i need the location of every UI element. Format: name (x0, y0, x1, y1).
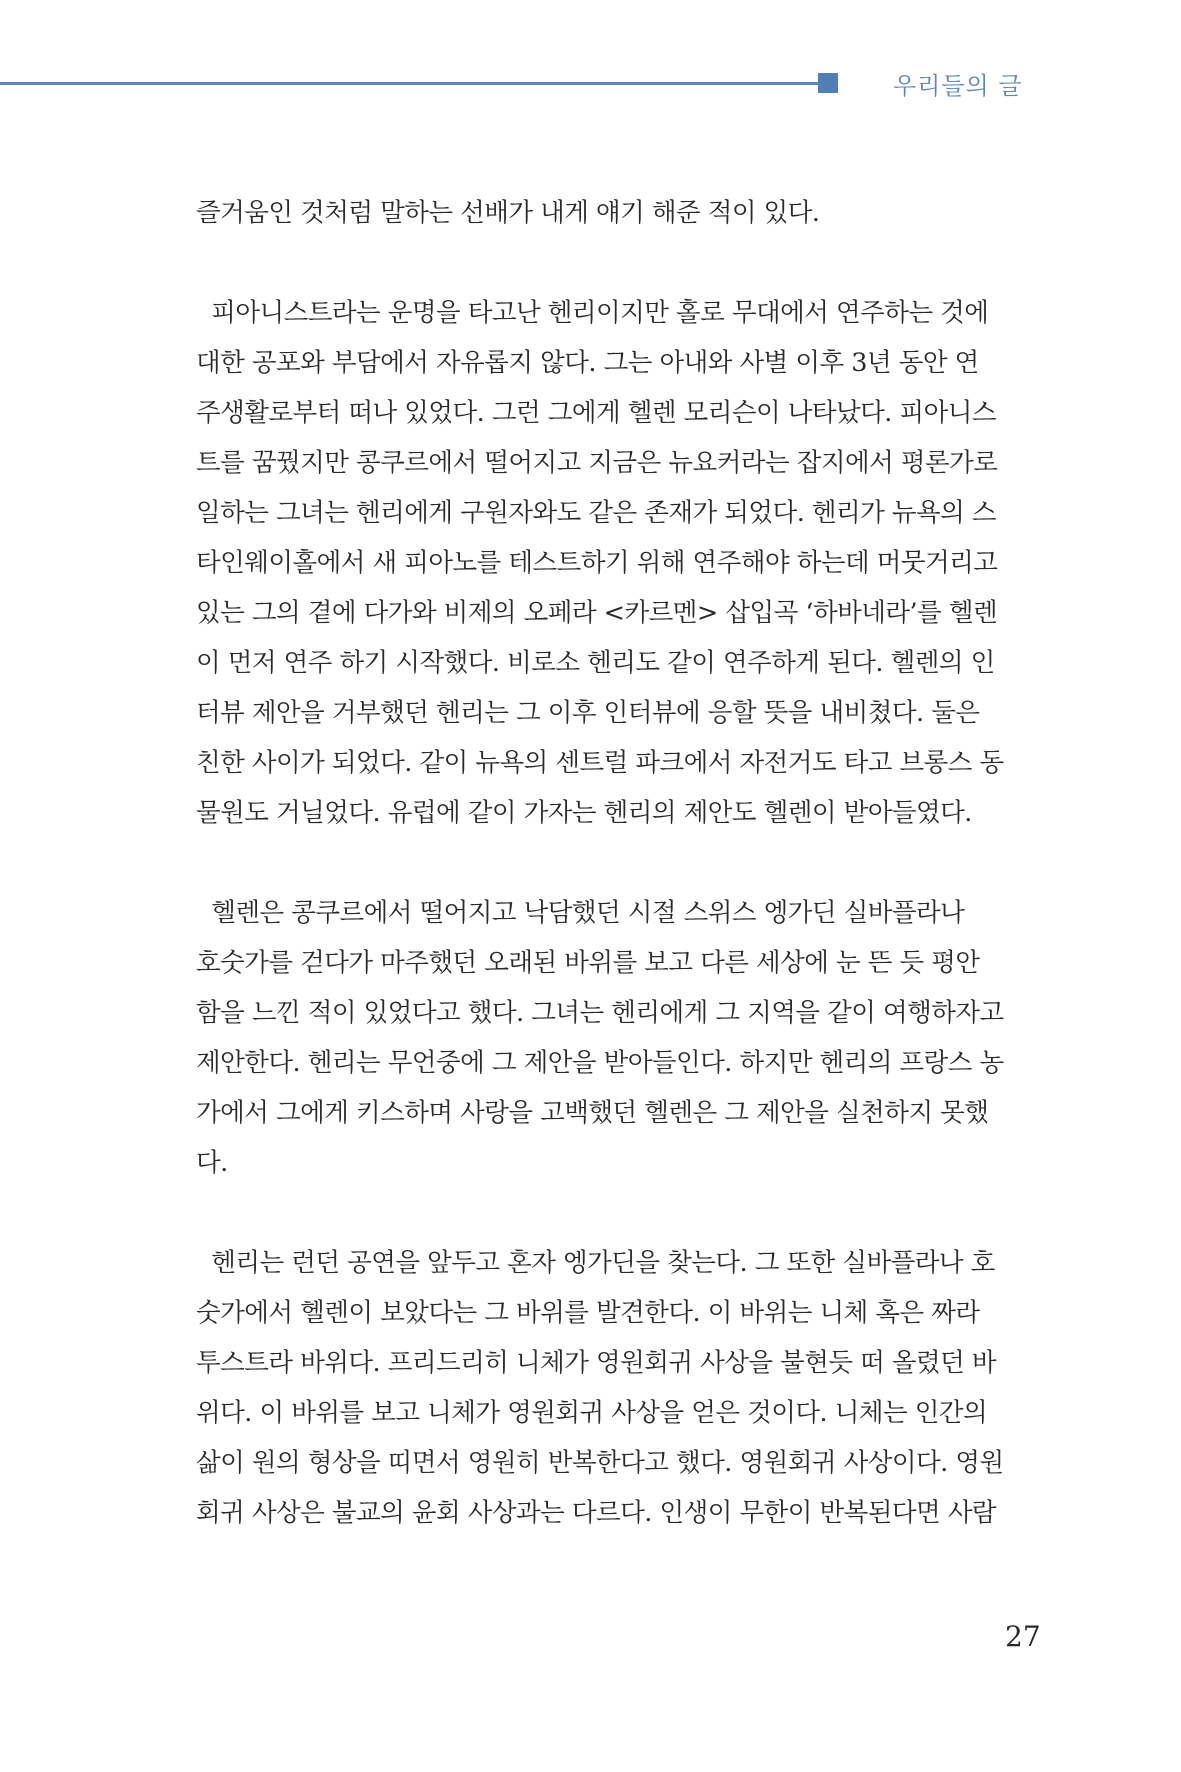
paragraph (196, 888, 1042, 1188)
text-line: 트를 꿈꿨지만 콩쿠르에서 떨어지고 지금은 뉴요커라는 잡지에서 평론가로 (196, 448, 998, 478)
text-line: 이 먼저 연주 하기 시작했다. 비로소 헨리도 같이 연주하게 된다. 헬렌의 인 (196, 648, 995, 678)
paragraph (196, 1238, 1042, 1538)
text-line: 가에서 그에게 키스하며 사랑을 고백했던 헬렌은 그 제안을 실천하지 못했 (196, 1098, 989, 1128)
text-line: 함을 느낀 적이 있었다고 했다. 그녀는 헨리에게 그 지역을 같이 여행하자고 (196, 998, 1004, 1028)
text-line: 주생활로부터 떠나 있었다. 그런 그에게 헬렌 모리슨이 나타났다. 피아니스 (196, 398, 997, 428)
text-line: 피아니스트라는 운명을 타고난 헨리이지만 홀로 무대에서 연주하는 것에 (196, 298, 989, 328)
text-line: 제안한다. 헨리는 무언중에 그 제안을 받아들인다. 하지만 헨리의 프랑스 농 (196, 1048, 1004, 1078)
text-line: 숫가에서 헬렌이 보았다는 그 바위를 발견한다. 이 바위는 니체 혹은 짜라 (196, 1298, 980, 1328)
text-line: 친한 사이가 되었다. 같이 뉴욕의 센트럴 파크에서 자전거도 타고 브롱스 동 (196, 748, 1004, 778)
paragraph-gap (196, 838, 1042, 888)
text-line: 터뷰 제안을 거부했던 헨리는 그 이후 인터뷰에 응할 뜻을 내비쳤다. 둘은 (196, 698, 980, 728)
body-text (196, 188, 1042, 1538)
header-rule (0, 82, 818, 85)
text-line: 헬렌은 콩쿠르에서 떨어지고 낙담했던 시절 스위스 엥가딘 실바플라나 (196, 898, 965, 928)
text-line: 대한 공포와 부담에서 자유롭지 않다. 그는 아내와 사별 이후 3년 동안 연 (196, 348, 979, 378)
header-square-ornament (818, 73, 838, 93)
text-line: 투스트라 바위다. 프리드리히 니체가 영원회귀 사상을 불현듯 떠 올렸던 바 (196, 1348, 997, 1378)
page-number: 27 (1005, 1620, 1041, 1653)
paragraph (196, 188, 1042, 238)
text-line: 즐거움인 것처럼 말하는 선배가 내게 얘기 해준 적이 있다. (196, 198, 820, 228)
text-line: 일하는 그녀는 헨리에게 구원자와도 같은 존재가 되었다. 헨리가 뉴욕의 스 (196, 498, 997, 528)
paragraph (196, 288, 1042, 838)
text-line: 삶이 원의 형상을 띠면서 영원히 반복한다고 했다. 영원회귀 사상이다. 영원 (196, 1448, 1004, 1478)
running-title: 우리들의 글 (893, 72, 1023, 100)
text-line: 호숫가를 걷다가 마주했던 오래된 바위를 보고 다른 세상에 눈 뜬 듯 평안 (196, 948, 980, 978)
text-line: 물원도 거닐었다. 유럽에 같이 가자는 헨리의 제안도 헬렌이 받아들였다. (196, 798, 972, 828)
text-line: 있는 그의 곁에 다가와 비제의 오페라 <카르멘> 삽입곡 ‘하바네라’를 헬렌 (196, 598, 998, 628)
text-line: 타인웨이홀에서 새 피아노를 테스트하기 위해 연주해야 하는데 머뭇거리고 (196, 548, 998, 578)
paragraph-gap (196, 238, 1042, 288)
text-line: 다. (196, 1148, 228, 1178)
paragraph-gap (196, 1188, 1042, 1238)
text-line: 위다. 이 바위를 보고 니체가 영원회귀 사상을 얻은 것이다. 니체는 인간의 (196, 1398, 988, 1428)
text-line: 회귀 사상은 불교의 윤회 사상과는 다르다. 인생이 무한이 반복된다면 사람 (196, 1498, 997, 1528)
text-line: 헨리는 런던 공연을 앞두고 혼자 엥가딘을 찾는다. 그 또한 실바플라나 호 (196, 1248, 995, 1278)
